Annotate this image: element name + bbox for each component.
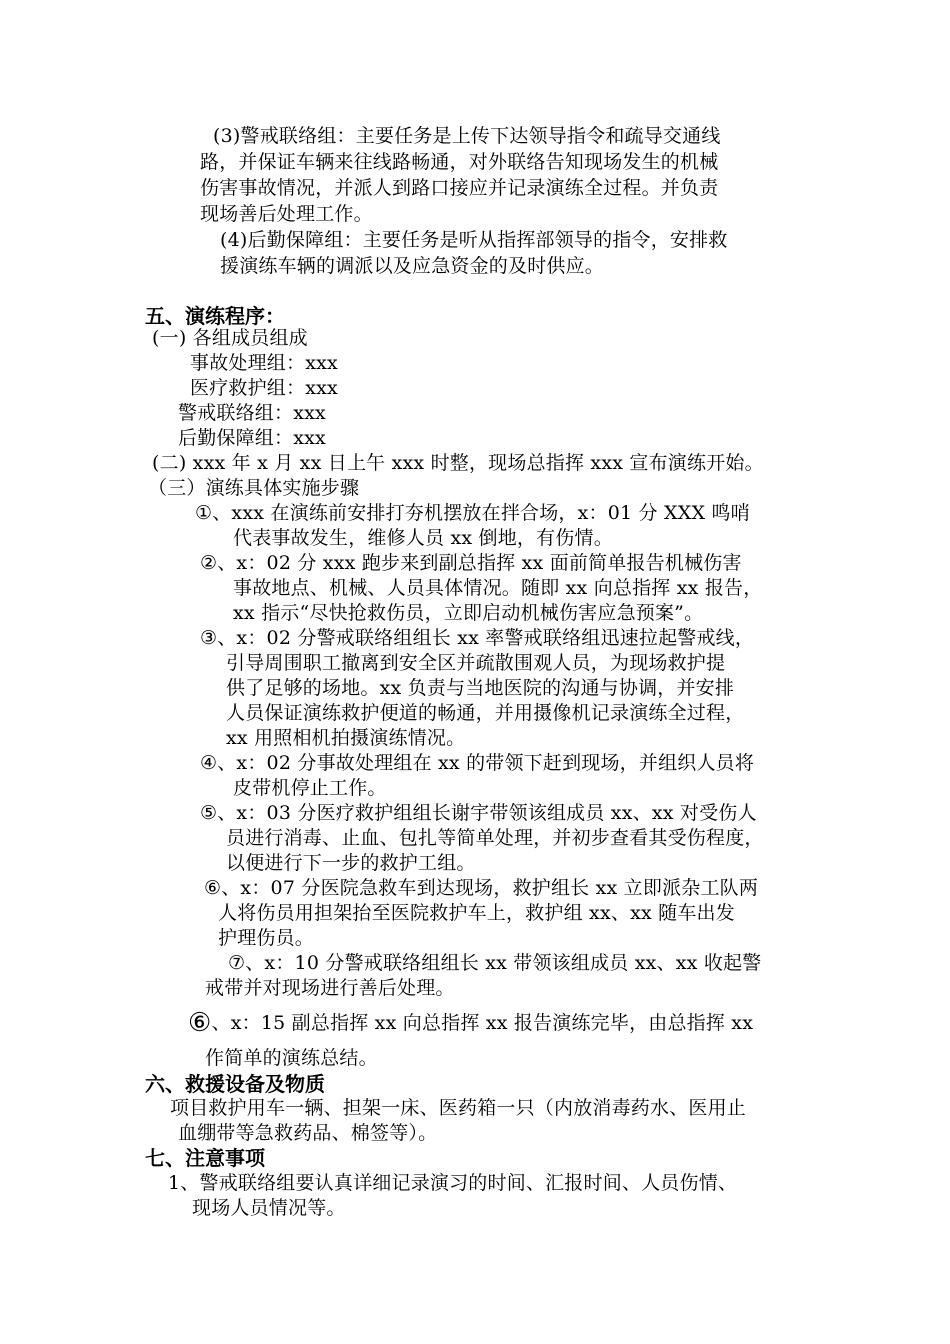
paragraph-line: 援演练车辆的调派以及应急资金的及时供应。: [220, 255, 605, 277]
step-line: 护理伤员。: [218, 927, 315, 949]
step-line: ②、x：02 分 xxx 跑步来到副总指挥 xx 面前简单报告机械伤害: [200, 552, 742, 574]
member-line: 事故处理组：xxx: [190, 352, 338, 374]
step-text: 、x：15 副总指挥 xx 向总指挥 xx 报告演练完毕，由总指挥 xx: [211, 1012, 754, 1034]
subsection-title: (一) 各组成员组成: [152, 327, 308, 349]
paragraph-line: 路，并保证车辆来往线路畅通，对外联络告知现场发生的机械: [200, 151, 719, 173]
step-line: ③、x：02 分警戒联络组组长 xx 率警戒联络组迅速拉起警戒线，: [200, 627, 755, 649]
paragraph-line: 现场善后处理工作。: [200, 203, 373, 225]
step-line: ⑤、x：03 分医疗救护组组长谢宇带领该组成员 xx、xx 对受伤人: [200, 802, 757, 824]
paragraph-line: 现场人员情况等。: [192, 1197, 346, 1219]
step-line: ⑦、x：10 分警戒联络组组长 xx 带领该组成员 xx、xx 收起警: [228, 952, 762, 974]
step-line: ⑥、x：07 分医院急救车到达现场，救护组长 xx 立即派杂工队两: [204, 877, 759, 899]
step-line: 作简单的演练总结。: [205, 1047, 378, 1069]
paragraph-line: (4)后勤保障组：主要任务是听从指挥部领导的指令，安排救: [220, 229, 728, 251]
section-heading: 六、救援设备及物质: [145, 1072, 325, 1096]
paragraph-line: 1、警戒联络组要认真详细记录演习的时间、汇报时间、人员伤情、: [168, 1172, 738, 1194]
subsection-title: (二) xxx 年 x 月 xx 日上午 xxx 时整，现场总指挥 xxx 宣布演练开始。: [152, 452, 764, 474]
step-line: ④、x：02 分事故处理组在 xx 的带领下赶到现场，并组织人员将: [200, 752, 755, 774]
paragraph-line: 项目救护用车一辆、担架一床、医药箱一只（内放消毒药水、医用止: [170, 1097, 747, 1119]
member-line: 后勤保障组：xxx: [178, 427, 326, 449]
step-line: 人员保证演练救护便道的畅通，并用摄像机记录演练全过程，: [226, 702, 745, 724]
paragraph-line: 伤害事故情况，并派人到路口接应并记录演练全过程。并负责: [200, 177, 719, 199]
step-line: 代表事故发生，维修人员 xx 倒地，有伤情。: [233, 527, 613, 549]
circled-number-marker: ⑥: [188, 1008, 212, 1038]
section-heading: 五、演练程序：: [145, 304, 285, 328]
subsection-title: （三）演练具体实施步骤: [148, 477, 360, 499]
step-line: xx 指示“尽快抢救伤员，立即启动机械伤害应急预案”。: [233, 602, 704, 624]
step-line: 戒带并对现场进行善后处理。: [205, 977, 455, 999]
member-line: 警戒联络组：xxx: [178, 402, 326, 424]
step-line: 员进行消毒、止血、包扎等简单处理，并初步查看其受伤程度，: [226, 827, 764, 849]
paragraph-line: (3)警戒联络组：主要任务是上传下达领导指令和疏导交通线: [213, 125, 721, 147]
step-line: 事故地点、机械、人员具体情况。随即 xx 向总指挥 xx 报告，: [233, 577, 763, 599]
member-line: 医疗救护组：xxx: [190, 377, 338, 399]
paragraph-line: 血绷带等急救药品、棉签等）。: [178, 1122, 438, 1144]
step-line: xx 用照相机拍摄演练情况。: [226, 727, 466, 749]
step-line: 皮带机停止工作。: [233, 777, 387, 799]
step-line: 引导周围职工撤离到安全区并疏散围观人员，为现场救护提: [226, 652, 726, 674]
section-heading: 七、注意事项: [145, 1146, 265, 1170]
step-line: 以便进行下一步的救护工组。: [226, 852, 476, 874]
step-line: 人将伤员用担架抬至医院救护车上，救护组 xx、xx 随车出发: [218, 902, 735, 924]
step-line: [188, 1008, 754, 1038]
step-line: 供了足够的场地。xx 负责与当地医院的沟通与协调，并安排: [226, 677, 735, 699]
step-line: ①、xxx 在演练前安排打夯机摆放在拌合场，x：01 分 XXX 鸣哨: [195, 502, 750, 524]
